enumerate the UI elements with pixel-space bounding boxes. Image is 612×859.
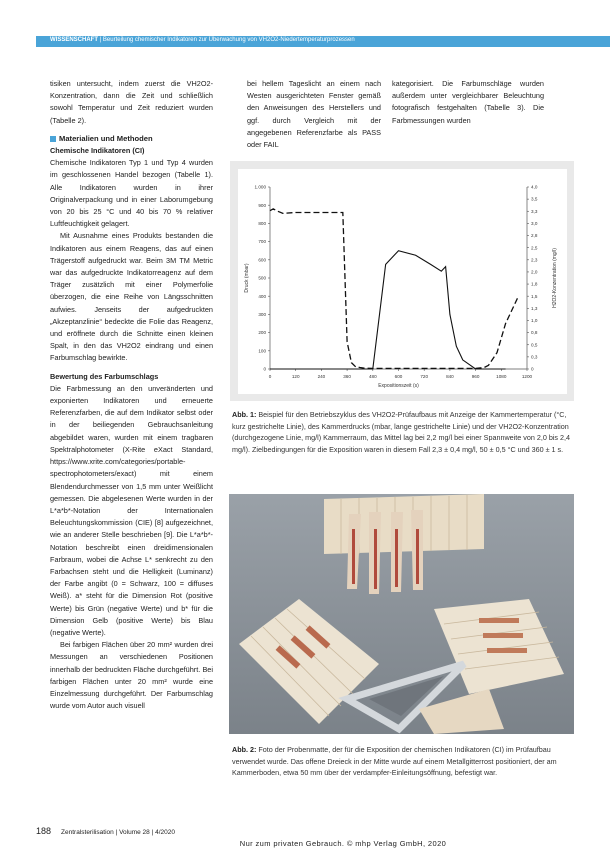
y-tick-label: 100 (258, 348, 266, 354)
figure-2-caption (232, 744, 572, 779)
line-chart (238, 169, 567, 394)
y2-tick-label: 0,3 (531, 354, 538, 360)
subheading-ci: Chemische Indikatoren (CI) (50, 146, 145, 156)
journal-info: Zentralsterilisation | Volume 28 | 4/2020 (61, 829, 175, 836)
pressure-series-line (270, 209, 518, 369)
x-tick-label: 1200 (521, 374, 533, 379)
y2-tick-label: 2,3 (531, 257, 538, 263)
left-column (50, 78, 213, 712)
header-section: WISSENSCHAFT (50, 37, 98, 43)
y-tick-label: 900 (258, 202, 266, 208)
right-column-top (392, 78, 544, 127)
y2-tick-label: 3,0 (531, 221, 538, 226)
y-tick-label: 300 (258, 312, 266, 317)
y-tick-label: 600 (258, 257, 266, 263)
paragraph: Die Farbmessung an den unveränderten und exponierten Indikatoren und erneuerte Referenzfarben, die auf dem Indikator selbst oder in der beiliegenden Gebrauchsanleitung abgebildet waren, wurden mit einem tragbaren Spektralphotometer (X-Rite eXact Standard, https://www.xrite.com/categories/portable-spectrophotometers/exact) mit einem Blendendurchmesser von 1,5 mm unter Weißlicht gemessen. Die abgelesenen Werte wurden in der L*a*b*-Notation der Internationalen Beleuchtungskommission (CIE) [8] aufgezeichnet, wie an anderer Stelle beschrieben [9]. Die L*a*b*-Notation beschreibt einen dreidimensionalen Farbraum, wobei die Achse L* senkrecht zu den Farbachsen steht und die Helligkeit (Luminanz) der Farbe angibt (0 = Schwarz, 100 = diffuses Weiß). a* steht für die Dimension Rot (positive Werte) bis Grün (negative Werte) und b* für die Dimension Gelb (positive Werte) bis Blau (negative Werte). (50, 383, 213, 637)
header-title: Beurteilung chemischer Indikatoren zur Überwachung von VH2O2-Niedertemperaturprozessen (102, 37, 355, 43)
y2-tick-label: 0 (531, 366, 534, 372)
footer-left (36, 826, 175, 836)
paragraph: Chemische Indikatoren Typ 1 und Typ 4 wurden im geschlossenen Handel bezogen (Tabelle 1). Alle Indikatoren wurden in ihrer Originalverpackung und in einer Laborumgebung von 20 bis 25 °C und 40 bis 70 % relativer Luftfeuchtigkeit gelagert. (50, 158, 213, 229)
x-axis-label: Expositionszeit (s) (378, 383, 419, 389)
x-tick-label: 240 (317, 374, 326, 379)
section-heading: Materialien und Methoden (50, 133, 213, 145)
y-axis-label: Druck (mbar) (244, 263, 250, 293)
x-tick-label: 1080 (496, 374, 507, 379)
y2-tick-label: 4,0 (531, 184, 538, 190)
x-tick-label: 120 (291, 374, 300, 379)
y2-tick-label: 0,5 (531, 342, 538, 348)
running-header: WISSENSCHAFT | Beurteilung chemischer Indikatoren zur Überwachung von VH2O2-Niedertemperaturprozessen (36, 36, 610, 47)
figure-1-caption (232, 409, 572, 455)
paragraph: Mit Ausnahme eines Produkts bestanden die Indikatoren aus einem Reagens, das auf einen Trägerstoff aufgedruckt war. Beim 3M TM Metric war das aufgedruckte Indikatorreagenz auf dem Träger zusätzlich mit einer Polymerfolie überzogen, die eine Reihe von Längsschnitten aufwies. Jenseits der aufgedruckten „Akzeptanzlinie“ bedeckte die Folie das Reagenz, und eröffnete durch die Schnitte einen kleinen Spalt, in den das VH2O2 eindrang und einen Farbumschlag bewirkte. (50, 231, 213, 363)
caption-label: Abb. 1: (232, 410, 257, 419)
figure-1-chart-area (238, 169, 567, 394)
y2-tick-label: 3,3 (531, 208, 538, 214)
y2-tick-label: 1,0 (531, 318, 538, 324)
y2-tick-label: 3,5 (531, 196, 538, 202)
x-tick-label: 960 (471, 374, 480, 379)
y-tick-label: 200 (258, 330, 266, 336)
y2-tick-label: 1,5 (531, 293, 538, 299)
y-tick-label: 700 (258, 239, 266, 245)
x-tick-label: 360 (343, 374, 351, 379)
paragraph: kategorisiert. Die Farbumschläge wurden außerdem unter vergleichbarer Beleuchtung fotografisch festgehalten (Tabelle 3). Die Farbmessungen wurden (392, 79, 544, 125)
caption-label: Abb. 2: (232, 745, 257, 754)
y-tick-label: 0 (263, 366, 266, 372)
y2-tick-label: 1,3 (531, 305, 538, 311)
paragraph: tisiken untersucht, indem zuerst die VH2O2-Konzentration, dann die Zeit und schließlich sowohl Temperatur und Zeit reduziert wurden (Tabelle 2). (50, 79, 213, 125)
y2-tick-label: 1,8 (531, 281, 538, 287)
caption-text: Beispiel für den Betriebszyklus des VH2O2-Prüfaufbaus mit Anzeige der Kammertemperatur (°C, kurz gestrichelte Linie), des Kammerdrucks (mbar, lange gestrichelte Linie) und der VH2O2-Konzentration (durchgezogene Linie, mg/l) Kammerraum, das Mittel lag bei 2,2 mg/l bei einer Spannweite von 2,0 bis 2,4 mg/l). Zielbedingungen für die Exposition waren in diesem Fall 2,3 ± 0,4 mg/l, 50 ± 0,5 °C und 360 ± 1 s. (232, 410, 570, 454)
y2-tick-label: 2,8 (531, 233, 538, 239)
y2-tick-label: 0,8 (531, 330, 538, 336)
caption-text: Foto der Probenmatte, der für die Exposition der chemischen Indikatoren (CI) im Prüfaufbau verwendet wurde. Das offene Dreieck in der Mitte wurde auf einem Metallgitterrost positioniert, der am Kammerboden, etwa 50 mm über der verdampfer-Einleitungsöffnung, befestigt war. (232, 745, 557, 778)
x-tick-label: 480 (368, 374, 377, 379)
middle-column-top (247, 78, 381, 151)
y-tick-label: 500 (258, 275, 266, 281)
y-tick-label: 800 (258, 221, 266, 226)
subheading-farbumschlag: Bewertung des Farbumschlags (50, 371, 159, 381)
y2-tick-label: 2,5 (531, 245, 538, 251)
x-tick-label: 720 (420, 374, 429, 379)
y2-tick-label: 2,0 (531, 269, 538, 275)
paragraph: bei hellem Tageslicht an einem nach Westen ausgerichteten Fenster gemäß den Anweisungen des Herstellers und ggf. durch Vergleich mit der angegebenen Referenzfarbe als PASS oder FAIL (247, 79, 381, 150)
x-tick-label: 0 (268, 374, 272, 379)
concentration-series-line (270, 251, 506, 369)
page-number: 188 (36, 826, 52, 836)
x-tick-label: 840 (446, 374, 454, 379)
figure-2-photo (229, 494, 574, 734)
y-tick-label: 400 (258, 293, 266, 299)
y-tick-label: 1.000 (254, 184, 266, 190)
paragraph: Bei farbigen Flächen über 20 mm² wurden drei Messungen an verschiedenen Positionen innerhalb der bedruckten Fläche durchgeführt. Bei farbigen Flächen unter 20 mm² wurde eine Einzelmessung durchgeführt. Der Farbumschlag wurde vom Autor auch visuell (50, 640, 213, 711)
y2-axis-label: H2O2-Konzentration (mg/l) (552, 248, 558, 308)
x-tick-label: 600 (394, 374, 403, 379)
copyright-notice: Nur zum privaten Gebrauch. © mhp Verlag GmbH, 2020 (239, 839, 447, 848)
sample-mat-photo (229, 494, 574, 734)
